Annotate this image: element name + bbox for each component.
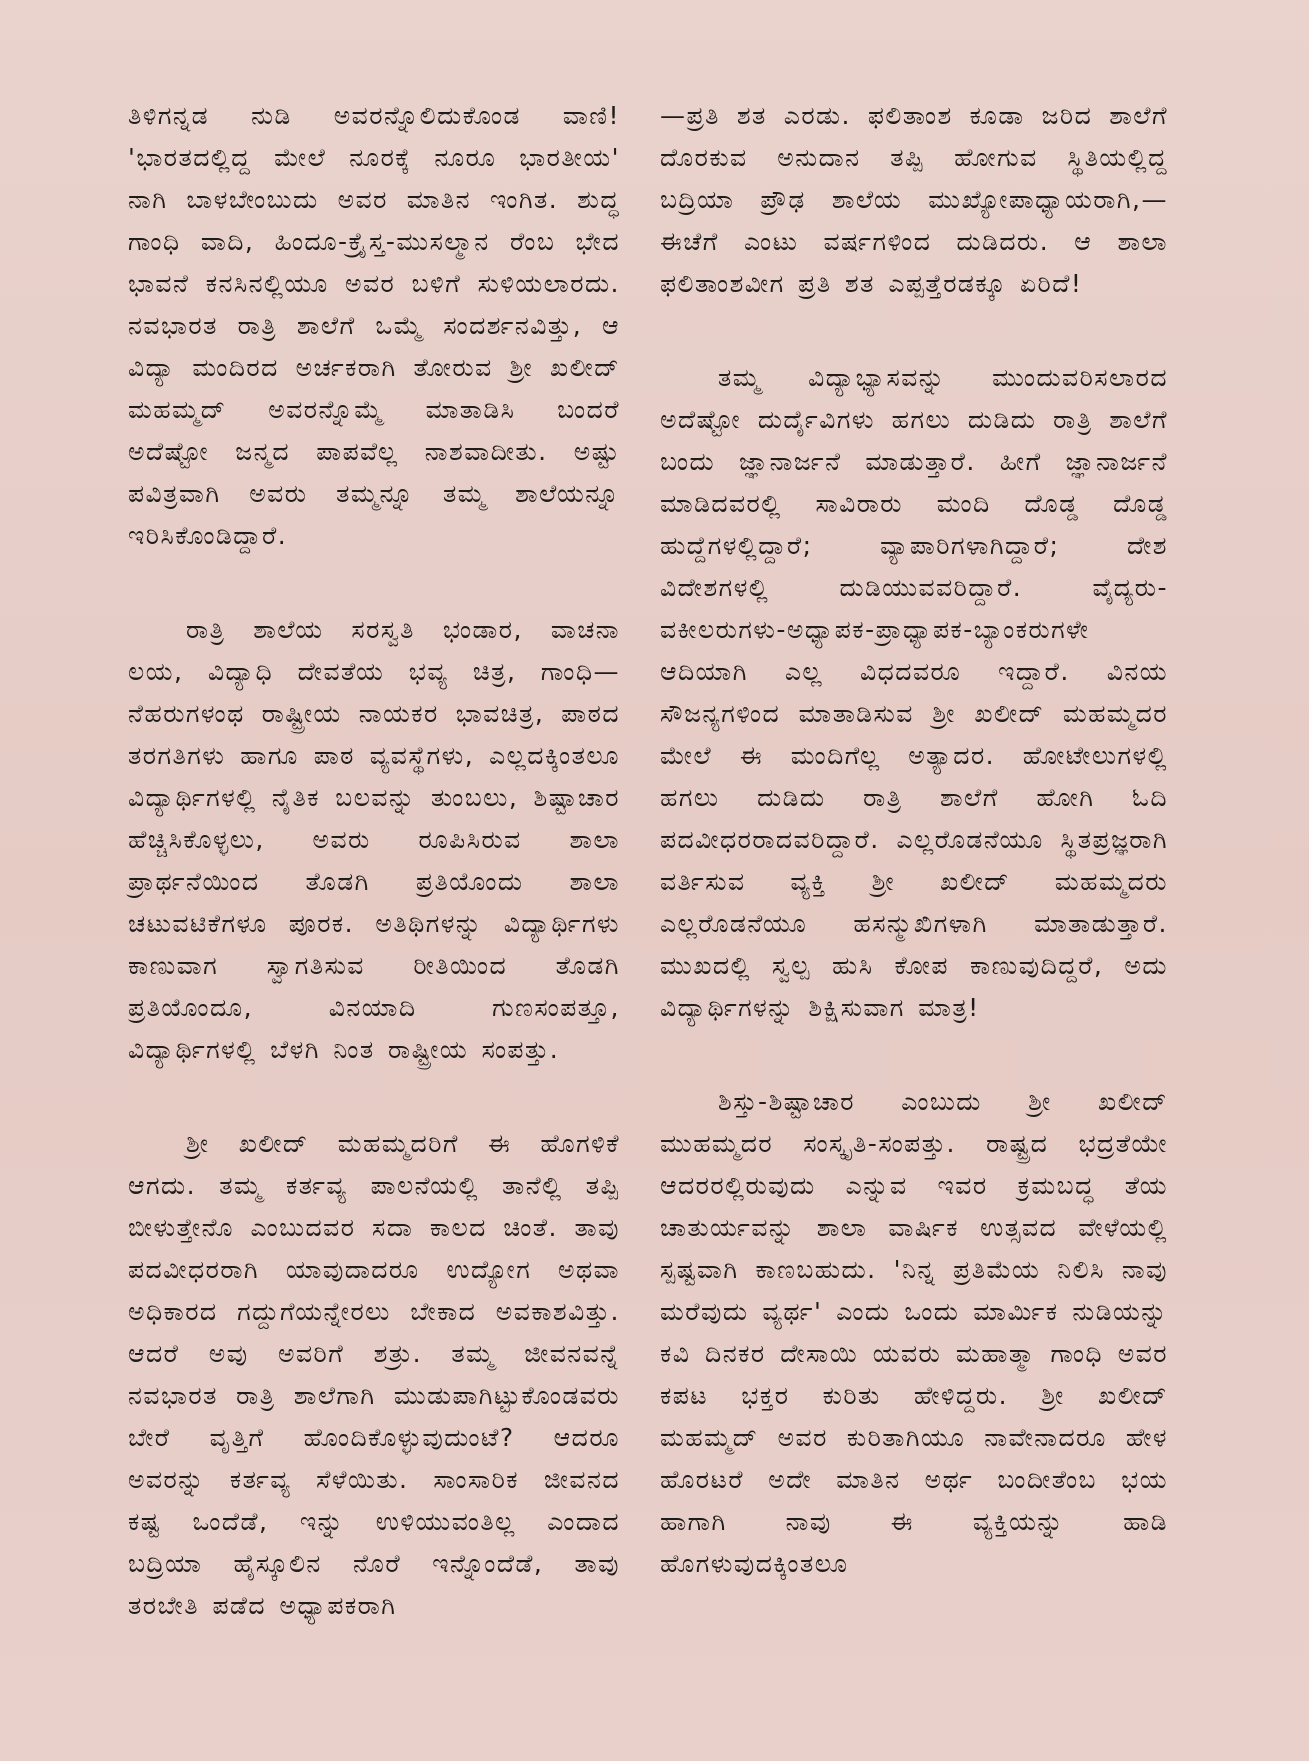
left-column [128,95,620,1627]
paragraph-gap [128,557,620,609]
paragraph-left-3: ಶ್ರೀ ಖಲೀದ್ ಮಹಮ್ಮದರಿಗೆ ಈ ಹೊಗಳಿಕೆ ಆಗದು. ತಮ್ಮ ಕರ್ತವ್ಯ ಪಾಲನೆಯಲ್ಲಿ ತಾನೆಲ್ಲಿ ತಪ್ಪಿ ಬೀಳುತ್ತೇನೊ ಎಂಬುದವರ ಸದಾ ಕಾಲದ ಚಿಂತೆ. ತಾವು ಪದವೀಧರರಾಗಿ ಯಾವುದಾದರೂ ಉದ್ಯೋಗ ಅಥವಾ ಅಧಿಕಾರದ ಗದ್ದುಗೆಯನ್ನೇರಲು ಬೇಕಾದ ಅವಕಾಶವಿತ್ತು. ಆದರೆ ಅವು ಅವರಿಗೆ ಶತ್ರು. ತಮ್ಮ ಜೀವನವನ್ನೆ ನವಭಾರತ ರಾತ್ರಿ ಶಾಲೆಗಾಗಿ ಮುಡುಪಾಗಿಟ್ಟುಕೊಂಡವರು ಬೇರೆ ವೃತ್ತಿಗೆ ಹೊಂದಿಕೊಳ್ಳುವುದುಂಟೆ? ಆದರೂ ಅವರನ್ನು ಕರ್ತವ್ಯ ಸೆಳೆಯಿತು. ಸಾಂಸಾರಿಕ ಜೀವನದ ಕಷ್ಟ ಒಂದೆಡೆ, ಇನ್ನು ಉಳಿಯುವಂತಿಲ್ಲ ಎಂದಾದ ಬದ್ರಿಯಾ ಹೈಸ್ಕೂಲಿನ ನೊರೆ ಇನ್ನೊಂದೆಡೆ, ತಾವು ತರಬೇತಿ ಪಡೆದ ಅಧ್ಯಾಪಕರಾಗಿ [128,1129,620,1620]
paragraph-left-1: ತಿಳಿಗನ್ನಡ ನುಡಿ ಅವರನ್ನೊಲಿದುಕೊಂಡ ವಾಣಿ! 'ಭಾರತದಲ್ಲಿದ್ದ ಮೇಲೆ ನೂರಕ್ಕೆ ನೂರೂ ಭಾರತೀಯ' ನಾಗಿ ಬಾಳಬೇಂಬುದು ಅವರ ಮಾತಿನ ಇಂಗಿತ. ಶುದ್ಧ ಗಾಂಧಿ ವಾದಿ, ಹಿಂದೂ-ಕ್ರೈಸ್ತ-ಮುಸಲ್ಮಾನ ರೆಂಬ ಭೇದ ಭಾವನೆ ಕನಸಿನಲ್ಲಿಯೂ ಅವರ ಬಳಿಗೆ ಸುಳಿಯಲಾರದು. ನವಭಾರತ ರಾತ್ರಿ ಶಾಲೆಗೆ ಒಮ್ಮೆ ಸಂದರ್ಶನವಿತ್ತು, ಆ ವಿದ್ಯಾ ಮಂದಿರದ ಅರ್ಚಕರಾಗಿ ತೋರುವ ಶ್ರೀ ಖಲೀದ್ ಮಹಮ್ಮದ್ ಅವರನ್ನೊಮ್ಮೆ ಮಾತಾಡಿಸಿ ಬಂದರೆ ಅದೆಷ್ಟೋ ಜನ್ಮದ ಪಾಪವೆಲ್ಲ ನಾಶವಾದೀತು. ಅಷ್ಟು ಪವಿತ್ರವಾಗಿ ಅವರು ತಮ್ಮನ್ನೂ ತಮ್ಮ ಶಾಲೆಯನ್ನೂ ಇರಿಸಿಕೊಂಡಿದ್ದಾರೆ. [128,101,620,550]
paragraph-gap [128,1071,620,1123]
right-column [660,95,1168,1585]
paragraph-gap [660,1029,1168,1081]
paragraph-right-2: ತಮ್ಮ ವಿದ್ಯಾಭ್ಯಾಸವನ್ನು ಮುಂದುವರಿಸಲಾರದ ಅದೆಷ್ಟೋ ದುರ್ದೈವಿಗಳು ಹಗಲು ದುಡಿದು ರಾತ್ರಿ ಶಾಲೆಗೆ ಬಂದು ಜ್ಞಾನಾರ್ಜನೆ ಮಾಡುತ್ತಾರೆ. ಹೀಗೆ ಜ್ಞಾನಾರ್ಜನೆ ಮಾಡಿದವರಲ್ಲಿ ಸಾವಿರಾರು ಮಂದಿ ದೊಡ್ಡ ದೊಡ್ಡ ಹುದ್ದೆಗಳಲ್ಲಿದ್ದಾರೆ; ವ್ಯಾಪಾರಿಗಳಾಗಿದ್ದಾರೆ; ದೇಶ ವಿದೇಶಗಳಲ್ಲಿ ದುಡಿಯುವವರಿದ್ದಾರೆ. ವೈದ್ಯರು-ವಕೀಲರುಗಳು-ಅಧ್ಯಾಪಕ-ಪ್ರಾಧ್ಯಾಪಕ-ಬ್ಯಾಂಕರುಗಳೇ ಆದಿಯಾಗಿ ಎಲ್ಲ ವಿಧದವರೂ ಇದ್ದಾರೆ. ವಿನಯ ಸೌಜನ್ಯಗಳಿಂದ ಮಾತಾಡಿಸುವ ಶ್ರೀ ಖಲೀದ್ ಮಹಮ್ಮದರ ಮೇಲೆ ಈ ಮಂದಿಗೆಲ್ಲ ಅತ್ಯಾದರ. ಹೋಟೇಲುಗಳಲ್ಲಿ ಹಗಲು ದುಡಿದು ರಾತ್ರಿ ಶಾಲೆಗೆ ಹೋಗಿ ಓದಿ ಪದವೀಧರರಾದವರಿದ್ದಾರೆ. ಎಲ್ಲರೊಡನೆಯೂ ಸ್ಥಿತಪ್ರಜ್ಞರಾಗಿ ವರ್ತಿಸುವ ವ್ಯಕ್ತಿ ಶ್ರೀ ಖಲೀದ್ ಮಹಮ್ಮದರು ಎಲ್ಲರೊಡನೆಯೂ ಹಸನ್ಮುಖಿಗಳಾಗಿ ಮಾತಾಡುತ್ತಾರೆ. ಮುಖದಲ್ಲಿ ಸ್ವಲ್ಪ ಹುಸಿ ಕೋಪ ಕಾಣುವುದಿದ್ದರೆ, ಅದು ವಿದ್ಯಾರ್ಥಿಗಳನ್ನು ಶಿಕ್ಷಿಸುವಾಗ ಮಾತ್ರ! [660,363,1168,1022]
paragraph-gap [660,305,1168,357]
paragraph-right-1: —ಪ್ರತಿ ಶತ ಎರಡು. ಫಲಿತಾಂಶ ಕೂಡಾ ಜರಿದ ಶಾಲೆಗೆ ದೊರಕುವ ಅನುದಾನ ತಪ್ಪಿ ಹೋಗುವ ಸ್ಥಿತಿಯಲ್ಲಿದ್ದ ಬದ್ರಿಯಾ ಪ್ರೌಢ ಶಾಲೆಯ ಮುಖ್ಯೋಪಾಧ್ಯಾಯರಾಗಿ,—ಈಚೆಗೆ ಎಂಟು ವರ್ಷಗಳಿಂದ ದುಡಿದರು. ಆ ಶಾಲಾ ಫಲಿತಾಂಶವೀಗ ಪ್ರತಿ ಶತ ಎಪ್ಪತ್ತೆರಡಕ್ಕೂ ಏರಿದೆ! [660,101,1168,298]
paragraph-right-3: ಶಿಸ್ತು-ಶಿಷ್ಟಾಚಾರ ಎಂಬುದು ಶ್ರೀ ಖಲೀದ್ ಮುಹಮ್ಮದರ ಸಂಸ್ಕೃತಿ-ಸಂಪತ್ತು. ರಾಷ್ಟ್ರದ ಭದ್ರತೆಯೇ ಆದರರಲ್ಲಿರುವುದು ಎನ್ನುವ ಇವರ ಕ್ರಮಬದ್ಧ ತೆಯ ಚಾತುರ್ಯವನ್ನು ಶಾಲಾ ವಾರ್ಷಿಕ ಉತ್ಸವದ ವೇಳೆಯಲ್ಲಿ ಸ್ಪಷ್ಟವಾಗಿ ಕಾಣಬಹುದು. 'ನಿನ್ನ ಪ್ರತಿಮೆಯ ನಿಲಿಸಿ ನಾವು ಮರೆವುದು ವ್ಯರ್ಥ' ಎಂದು ಒಂದು ಮಾರ್ಮಿಕ ನುಡಿಯನ್ನು ಕವಿ ದಿನಕರ ದೇಸಾಯಿ ಯವರು ಮಹಾತ್ಮಾ ಗಾಂಧಿ ಅವರ ಕಪಟ ಭಕ್ತರ ಕುರಿತು ಹೇಳಿದ್ದರು. ಶ್ರೀ ಖಲೀದ್ ಮಹಮ್ಮದ್ ಅವರ ಕುರಿತಾಗಿಯೂ ನಾವೇನಾದರೂ ಹೇಳ ಹೊರಟರೆ ಅದೇ ಮಾತಿನ ಅರ್ಥ ಬಂದೀತೆಂಬ ಭಯ ಹಾಗಾಗಿ ನಾವು ಈ ವ್ಯಕ್ತಿಯನ್ನು ಹಾಡಿ ಹೊಗಳುವುದಕ್ಕಿಂತಲೂ [660,1087,1168,1578]
paragraph-left-2: ರಾತ್ರಿ ಶಾಲೆಯ ಸರಸ್ವತಿ ಭಂಡಾರ, ವಾಚನಾ ಲಯ, ವಿದ್ಯಾಧಿ ದೇವತೆಯ ಭವ್ಯ ಚಿತ್ರ, ಗಾಂಧಿ—ನೆಹರುಗಳಂಥ ರಾಷ್ಟ್ರೀಯ ನಾಯಕರ ಭಾವಚಿತ್ರ, ಪಾಠದ ತರಗತಿಗಳು ಹಾಗೂ ಪಾಠ ವ್ಯವಸ್ಥೆಗಳು, ಎಲ್ಲದಕ್ಕಿಂತಲೂ ವಿದ್ಯಾರ್ಥಿಗಳಲ್ಲಿ ನೈತಿಕ ಬಲವನ್ನು ತುಂಬಲು, ಶಿಷ್ಟಾಚಾರ ಹೆಚ್ಚಿಸಿಕೊಳ್ಳಲು, ಅವರು ರೂಪಿಸಿರುವ ಶಾಲಾ ಪ್ರಾರ್ಥನೆಯಿಂದ ತೊಡಗಿ ಪ್ರತಿಯೊಂದು ಶಾಲಾ ಚಟುವಟಿಕೆಗಳೂ ಪೂರಕ. ಅತಿಥಿಗಳನ್ನು ವಿದ್ಯಾರ್ಥಿಗಳು ಕಾಣುವಾಗ ಸ್ವಾಗತಿಸುವ ರೀತಿಯಿಂದ ತೊಡಗಿ ಪ್ರತಿಯೊಂದೂ, ವಿನಯಾದಿ ಗುಣಸಂಪತ್ತೂ, ವಿದ್ಯಾರ್ಥಿಗಳಲ್ಲಿ ಬೆಳಗಿ ನಿಂತ ರಾಷ್ಟ್ರೀಯ ಸಂಪತ್ತು. [128,615,620,1064]
